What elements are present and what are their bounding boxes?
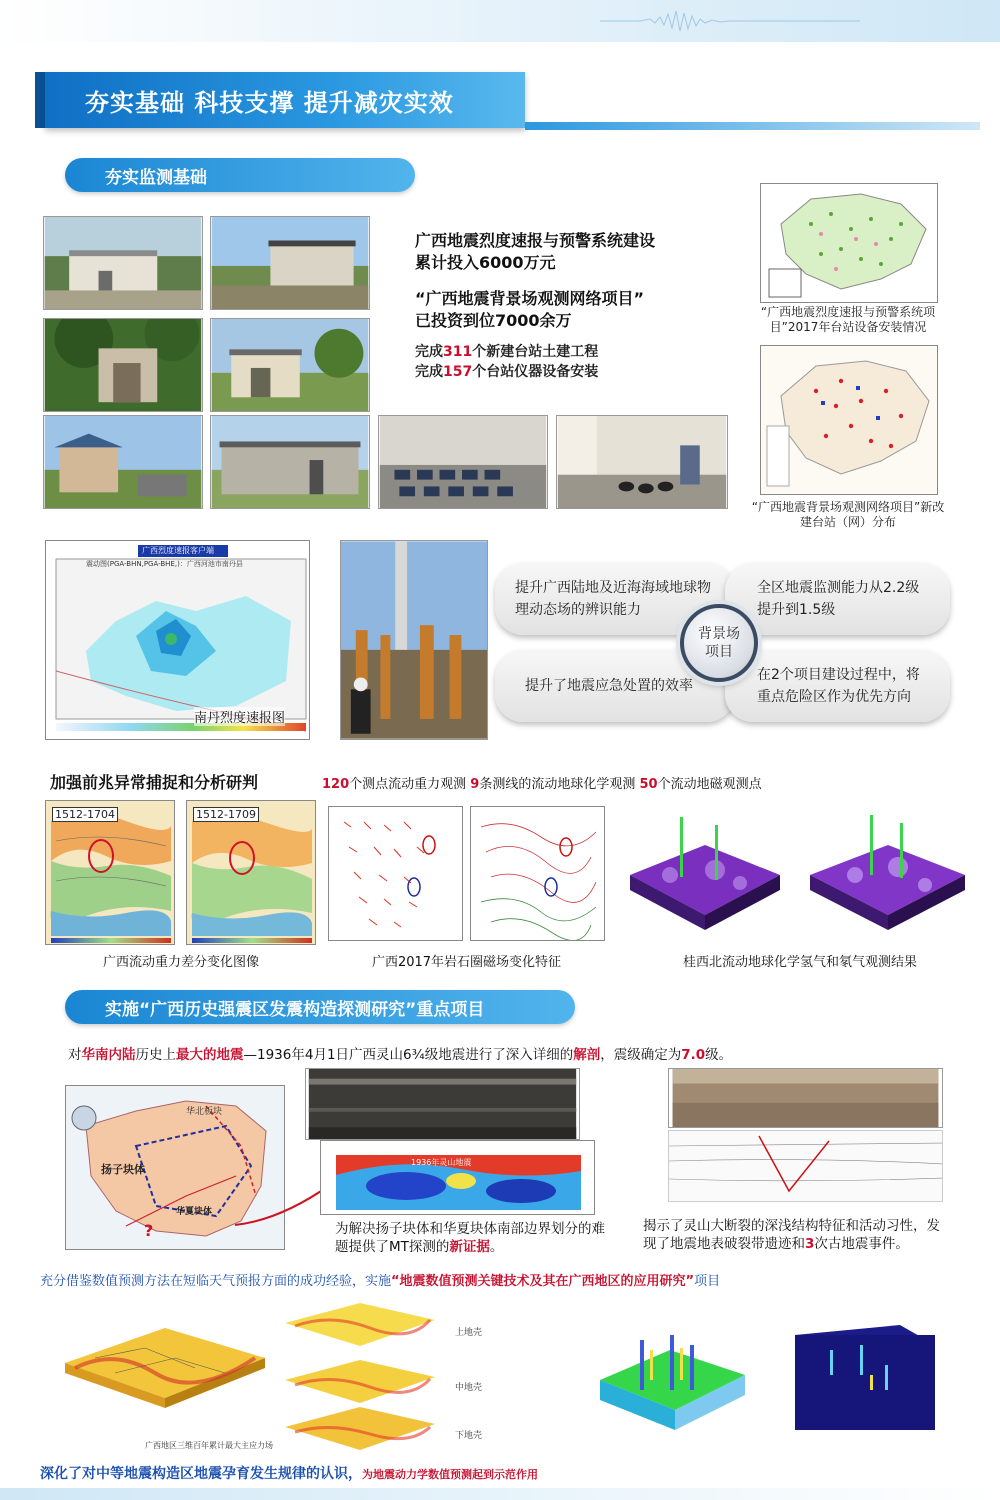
station-map-1 — [760, 183, 938, 303]
fault-note: 揭示了灵山大断裂的深浅结构特征和活动习性，发现了地震地表破裂带遗迹和3次古地震事件。 — [643, 1218, 940, 1252]
gravity-map-b — [186, 800, 316, 945]
fem-model-blue — [790, 1320, 940, 1450]
magnetic-map-a — [328, 806, 463, 941]
magnetic-map-b — [470, 806, 605, 941]
station-photo-5 — [43, 415, 203, 509]
investment-text-block — [415, 230, 745, 332]
investment-line-2: 累计投入6000万元 — [415, 253, 556, 272]
layer-middle-label: 中地壳 — [455, 1383, 483, 1393]
mt-profile — [320, 1140, 595, 1215]
station-photo-2 — [210, 216, 370, 310]
yangtze-block-label: 扬子块体 — [101, 1163, 145, 1176]
station-photo-3 — [43, 318, 203, 412]
mt-note: 为解决扬子块体和华夏块体南部边界划分的难题提供了MT探测的新证据。 — [335, 1221, 605, 1255]
bubble-top-left: 提升广西陆地及近海海域地球物理动态场的辨识能力 — [495, 563, 735, 635]
equipment-photo-2 — [556, 415, 728, 509]
station-photo-6 — [210, 415, 370, 509]
bottom-decor-band — [0, 1488, 1000, 1500]
main-title: 夯实基础 科技支撑 提升减灾实效 — [85, 88, 454, 117]
center-badge: 背景场项目 — [680, 604, 758, 682]
completion-stats: 完成311个新建台站土建工程 完成157个台站仪器设备安装 — [415, 344, 599, 380]
fem-model-green — [580, 1320, 760, 1450]
gravity-period-a: 1512-1704 — [52, 807, 118, 822]
stress-model-caption: 广西地区三维百年累计最大主应力场 — [145, 1441, 273, 1450]
core-sample-photo — [305, 1068, 580, 1140]
construction-photo — [340, 540, 488, 740]
seismic-wave-icon — [600, 8, 860, 34]
north-china-plate-label: 华北板块 — [186, 1107, 223, 1117]
section-pill-text: 夯实监测基础 — [105, 167, 207, 188]
station-photo-4 — [210, 318, 370, 412]
layer-lower-label: 下地壳 — [455, 1431, 483, 1441]
investment-line-3: “广西地震背景场观测网络项目” — [415, 289, 645, 308]
cathaysia-block-label: 华夏块体 — [176, 1207, 213, 1217]
intensity-map-subtitle: 震动图(PGA-BHN,PGA-BHE,)：广西河池市南丹县 — [86, 560, 243, 568]
intensity-map-header: 广西烈度速报客户端 — [142, 546, 214, 555]
intensity-map — [45, 540, 310, 740]
question-mark-icon: ? — [144, 1221, 154, 1240]
gravity-map-a — [45, 800, 175, 945]
observation-stats: 120个测点流动重力观测 9条测线的流动地球化学观测 50个流动地磁观测点 — [322, 777, 762, 792]
section-pill-monitoring — [65, 158, 415, 192]
gravity-period-b: 1512-1709 — [193, 807, 259, 822]
station-map-2 — [760, 345, 938, 495]
installed-stations-count: 157 — [443, 364, 473, 380]
stress-model-upper — [280, 1298, 440, 1356]
top-decor-band — [0, 0, 1000, 42]
trench-photo — [668, 1068, 943, 1128]
mt-profile-label: 1936年灵山地震 — [411, 1158, 472, 1167]
geochem-caption: 桂西北流动地球化学氢气和氡气观测结果 — [682, 955, 917, 970]
station-map-1-caption: “广西地震烈度速报与预警系统项目”2017年台站设备安装情况 — [760, 305, 936, 334]
equipment-photo-1 — [378, 415, 548, 509]
bubble-bottom-right: 在2个项目建设过程中，将重点危险区作为优先方向 — [725, 650, 950, 722]
bubble-top-right: 全区地震监测能力从2.2级提升到1.5级 — [725, 563, 950, 635]
section-pill-text-2: 实施“广西历史强震区发震构造探测研究”重点项目 — [105, 999, 485, 1020]
title-strip — [525, 122, 980, 130]
bottom-summary: 深化了对中等地震构造区地震孕育发生规律的认识，为地震动力学数值预测起到示范作用 — [40, 1466, 538, 1482]
main-title-bar — [45, 72, 525, 128]
magnetic-caption: 广西2017年岩石圈磁场变化特征 — [371, 955, 562, 970]
stress-model-large — [55, 1318, 270, 1418]
gravity-caption: 广西流动重力差分变化图像 — [102, 955, 259, 970]
geochem-3d-b — [800, 805, 975, 940]
geochem-3d-a — [620, 805, 790, 940]
layer-upper-label: 上地壳 — [455, 1328, 483, 1338]
new-stations-count: 311 — [443, 344, 473, 360]
investment-line-1: 广西地震烈度速报与预警系统建设 — [415, 231, 656, 250]
intensity-map-caption: 南丹烈度速报图 — [194, 707, 285, 726]
investment-line-4: 已投资到位7000余万 — [415, 311, 572, 330]
lingshan-intro: 对华南内陆历史上最大的地震—1936年4月1日广西灵山6¾级地震进行了深入详细的解剖，震级确定为7.0级。 — [68, 1047, 733, 1063]
stress-model-lower — [280, 1402, 440, 1460]
station-map-2-caption: “广西地震背景场观测网络项目”新改建台站（网）分布 — [751, 500, 945, 529]
precursor-heading: 加强前兆异常捕捉和分析研判 — [50, 773, 259, 792]
bubble-bottom-left: 提升了地震应急处置的效率 — [495, 650, 735, 722]
station-photo-1 — [43, 216, 203, 310]
section-pill-structure — [65, 990, 575, 1024]
numerical-lead: 充分借鉴数值预测方法在短临天气预报方面的成功经验，实施“地震数值预测关键技术及其在广西地区的应用研究”项目 — [40, 1274, 721, 1289]
trench-section — [668, 1130, 943, 1202]
